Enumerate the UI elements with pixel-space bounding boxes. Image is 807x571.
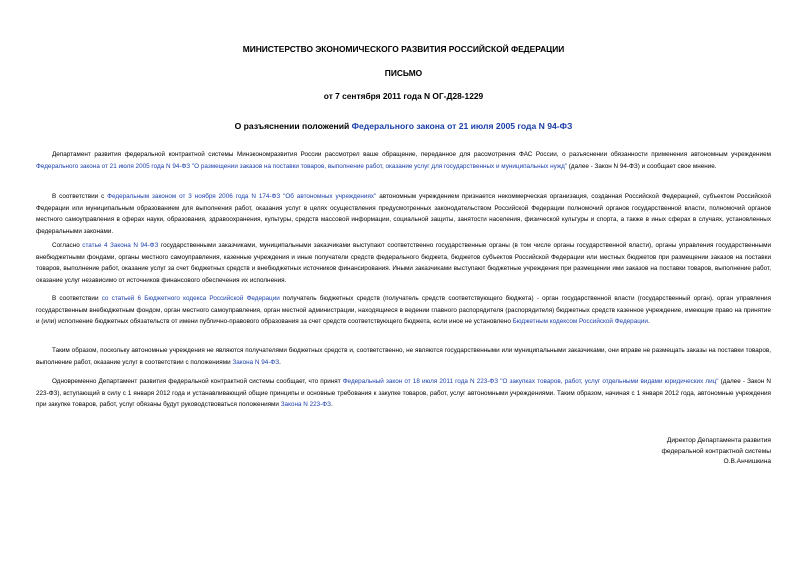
p6-text-2: (далее - Закон N 223-ФЗ), вступающий в силу с 1 января 2012 года и устанавливающий общие принципы и основные требования к закупке товаров, работ, услуг автономными учреждениями. Таким образом, начиная с 1 января 2012 года, автономные учреждения при закупке товаров, работ, услуг обязаны будут руководствоваться положениями (36, 378, 772, 409)
title-prefix: О разъяснении положений (234, 121, 352, 131)
paragraph-3 (36, 240, 771, 286)
ministry-heading: МИНИСТЕРСТВО ЭКОНОМИЧЕСКОГО РАЗВИТИЯ РОССИЙСКОЙ ФЕДЕРАЦИИ (242, 44, 565, 54)
p4-text-2: получатель бюджетных средств (получатель средств соответствующего бюджета) - орган государственной власти (государственный орган), орган управления государственным внебюджетным фондом, орган местного самоуправления, орган местной администрации, находящиеся в ведении главного распорядителя (распорядителя) бюджетных средств казенное учреждение, имеющие право на принятие и (или) исполнение бюджетных обязательств от имени публично-правового образования за счет средств соответствующего бюджета, если иное не установлено (36, 295, 772, 326)
p4-text-1: В соответствии (52, 295, 102, 302)
p6-law-223-short-link[interactable]: Закона N 223-ФЗ (280, 401, 331, 409)
p1-law-94-link[interactable]: Федерального закона от 21 июля 2005 года N 94-ФЗ "О размещении заказов на поставки товаров, выполнение работ, оказание услуг для государственных и муниципальных нужд" (36, 162, 568, 170)
signature-name: О.В.Анчишкина (723, 458, 771, 465)
document-date-number: от 7 сентября 2011 года N ОГ-Д28-1229 (323, 91, 484, 101)
p3-text-1: Согласно (52, 242, 83, 249)
p4-text-3: . (647, 318, 650, 326)
p5-text-2: . (279, 358, 281, 366)
document-title (0, 121, 807, 131)
p6-text-3: . (330, 401, 333, 409)
p5-law-94-link[interactable]: Закона N 94-ФЗ (232, 358, 280, 366)
p2-text-1: В соответствии с (52, 193, 108, 200)
title-law-link[interactable]: Федерального закона от 21 июля 2005 года N 94-ФЗ (351, 121, 573, 131)
p6-text-1: Одновременно Департамент развития федеральной контрактной системы сообщает, что принят (52, 378, 343, 385)
p2-law-174-link[interactable]: Федеральным законом от 3 ноября 2006 года N 174-ФЗ "Об автономных учреждениях" (107, 193, 377, 200)
p6-law-223-link[interactable]: Федеральный закон от 18 июля 2011 года N 223-ФЗ "О закупках товаров, работ, услуг отдельными видами юридических лиц" (342, 378, 719, 385)
signature-block (662, 436, 772, 468)
p3-text-2: государственными заказчиками, муниципальными заказчиками выступают соответственно государственные органы (в том числе органы государственной власти), органы управления государственными внебюджетными фондами, органы местного самоуправления, казенные учреждения и иные получатели средств федерального бюджета, бюджетов субъектов Российской Федерации или местных бюджетов при размещении заказов на поставки товаров, выполнение работ, оказание услуг за счет бюджетных средств и внебюджетных источников финансирования. Иными заказчиками выступают бюджетные учреждения при размещении ими заказов на поставки товаров, выполнение работ, оказание услуг независимо от источников финансового обеспечения их исполнения. (36, 242, 771, 284)
paragraph-5 (36, 345, 771, 368)
p5-text-1: Таким образом, поскольку автономные учреждения не являются получателями бюджетных средств и, соответственно, не являются государственными или муниципальными заказчиками, они вправе не размещать заказы на поставки товаров, выполнение работ, оказание услуг в соответствии с положениями (36, 347, 771, 366)
p2-text-2: автономным учреждением признается некоммерческая организация, созданная Российской Федерацией, субъектом Российской Федерации или муниципальным образованием для выполнения работ, оказания услуг в целях осуществления предусмотренных законодательством Российской Федерации полномочий органов государственной власти, полномочий органов местного самоуправления в сферах науки, образования, здравоохранения, культуры, средств массовой информации, социальной защиты, занятости населения, физической культуры и спорта, а также в иных сферах в случаях, установленных федеральными законами. (36, 193, 771, 235)
paragraph-1 (36, 149, 771, 172)
paragraph-6 (36, 376, 771, 411)
p1-text-2: (далее - Закон N 94-ФЗ) и сообщает свое мнение. (567, 162, 717, 170)
p1-text-1: Департамент развития федеральной контрактной системы Минэкономразвития России рассмотрел ваше обращение, переданное для рассмотрения ФАС России, о разъяснении обязанности применения автономным учреждением (52, 151, 771, 158)
p3-article-4-link[interactable]: статье 4 Закона N 94-ФЗ (82, 242, 159, 249)
signature-position-line-2: федеральной контрактной системы (661, 447, 771, 455)
p4-budget-code-article-6-link[interactable]: со статьей 6 Бюджетного кодекса Российской Федерации (101, 295, 280, 302)
p4-budget-code-link[interactable]: Бюджетным кодексом Российской Федерации (512, 318, 648, 326)
paragraph-2 (36, 191, 771, 237)
paragraph-4 (36, 293, 771, 328)
document-type: ПИСЬМО (384, 68, 423, 78)
signature-position-line-1: Директор Департамента развития (666, 437, 771, 444)
